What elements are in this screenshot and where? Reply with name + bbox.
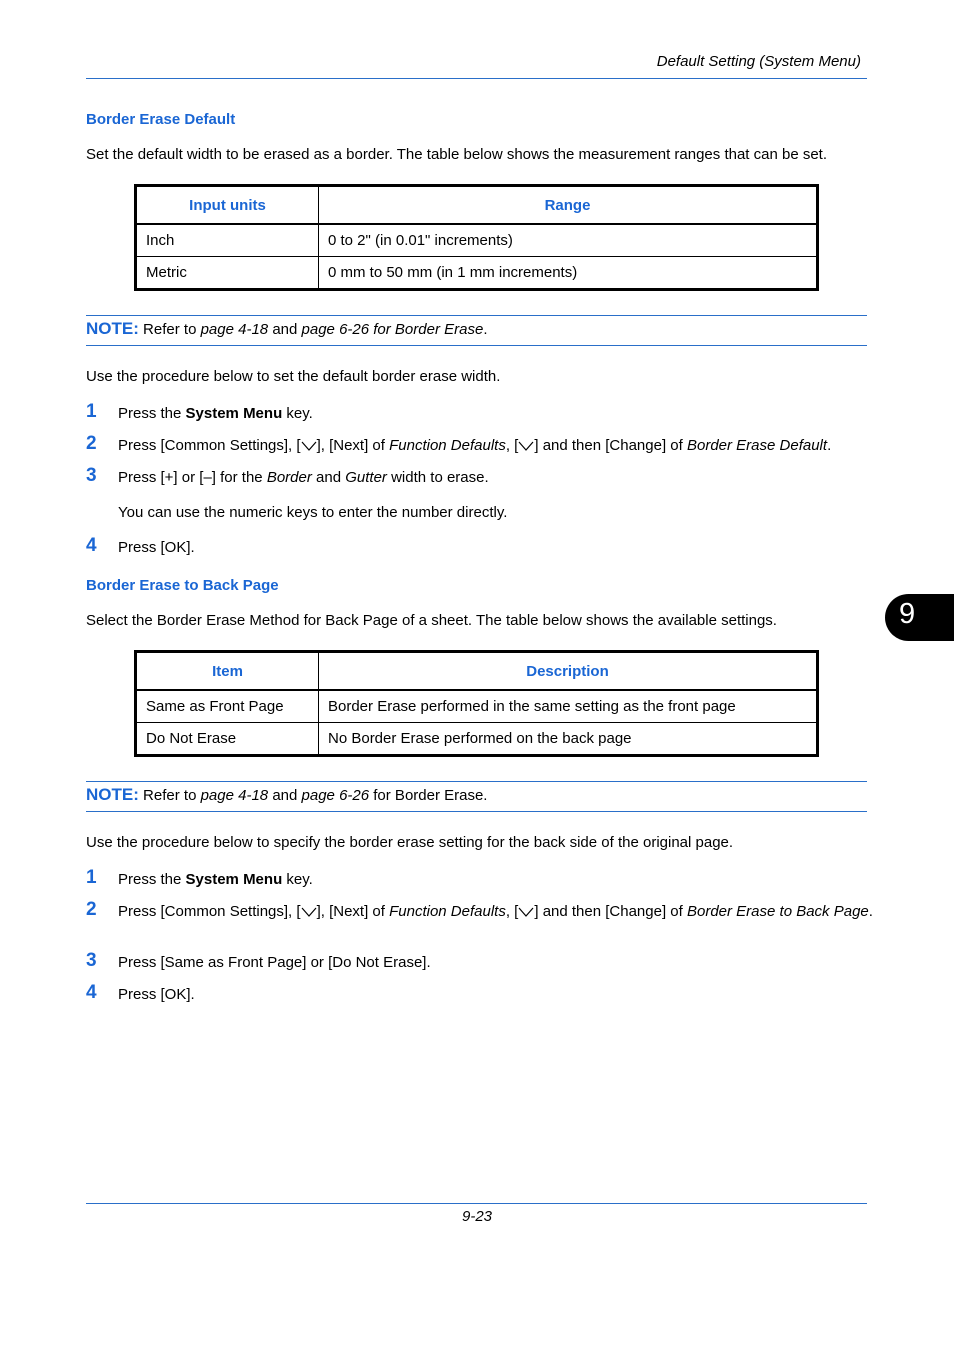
running-header: Default Setting (System Menu) xyxy=(656,53,861,70)
note-label: NOTE: xyxy=(86,319,139,338)
table-cell: Inch xyxy=(136,224,319,257)
setting-name: Gutter xyxy=(345,469,387,486)
chapter-tab xyxy=(885,594,954,641)
table-row xyxy=(136,690,818,723)
step-number: 4 xyxy=(86,982,97,1003)
page-reference-link[interactable]: page 6-26 xyxy=(301,787,370,804)
step-text xyxy=(118,404,878,423)
table-header-cell: Description xyxy=(319,652,818,691)
key-name: System Menu xyxy=(185,405,283,422)
input-units-table xyxy=(134,184,819,291)
menu-name: Function Defaults xyxy=(389,903,506,920)
header-rule xyxy=(86,78,867,79)
step-text-part: Press [+] or [–] for the xyxy=(118,469,267,486)
table-cell: No Border Erase performed on the back page xyxy=(319,723,818,756)
page-reference-link[interactable]: page 4-18 xyxy=(200,321,269,338)
note-text: . xyxy=(483,321,488,338)
step-text-part: , [ xyxy=(505,437,519,454)
step-number: 1 xyxy=(86,401,97,422)
note-top-rule xyxy=(86,781,867,782)
page-number: 9-23 xyxy=(461,1208,493,1225)
menu-name: Function Defaults xyxy=(389,437,506,454)
table-cell: 0 mm to 50 mm (in 1 mm increments) xyxy=(319,257,818,290)
table-header-row xyxy=(136,186,818,225)
step-text-part: Press [Common Settings], [ xyxy=(118,437,301,454)
step-number: 2 xyxy=(86,899,97,920)
table-cell: Do Not Erase xyxy=(136,723,319,756)
table-cell: Metric xyxy=(136,257,319,290)
step-number: 1 xyxy=(86,867,97,888)
table-row xyxy=(136,723,818,756)
step-number: 4 xyxy=(86,535,97,556)
step-text xyxy=(118,902,878,921)
step-text: Press [OK]. xyxy=(118,539,195,556)
table-row xyxy=(136,257,818,290)
page-reference-link[interactable]: page 6-26 for Border Erase xyxy=(301,321,484,338)
step-text xyxy=(118,870,878,889)
note xyxy=(86,319,487,339)
note xyxy=(86,785,487,805)
step-text-part: key. xyxy=(282,871,313,888)
table-header-cell: Range xyxy=(319,186,818,225)
table-row xyxy=(136,224,818,257)
back-page-settings-table xyxy=(134,650,819,757)
note-bottom-rule xyxy=(86,345,867,346)
step-text-part: width to erase. xyxy=(386,469,489,486)
step-text: Press [OK]. xyxy=(118,986,195,1003)
procedure-intro: Use the procedure below to specify the border erase setting for the back side of the original page. xyxy=(86,834,734,851)
step-text-part: Press the xyxy=(118,405,186,422)
chevron-down-icon xyxy=(518,907,534,917)
step-text-part: ], [Next] of xyxy=(316,903,390,920)
step-text-part: and xyxy=(311,469,346,486)
note-text: Refer to xyxy=(138,787,201,804)
table-header-cell: Input units xyxy=(136,186,319,225)
setting-name: Border xyxy=(266,469,312,486)
step-text-part: Press [Common Settings], [ xyxy=(118,903,301,920)
chevron-down-icon xyxy=(301,441,317,451)
menu-name: Border Erase to Back Page xyxy=(686,903,869,920)
note-text: Refer to xyxy=(138,321,201,338)
page-reference-link[interactable]: page 4-18 xyxy=(200,787,269,804)
step-text-part: Press the xyxy=(118,871,186,888)
note-text: and xyxy=(268,787,302,804)
table-header-cell: Item xyxy=(136,652,319,691)
table-header-row xyxy=(136,652,818,691)
chapter-number: 9 xyxy=(899,598,916,630)
step-number: 3 xyxy=(86,950,97,971)
step-text-part: key. xyxy=(282,405,313,422)
procedure-intro: Use the procedure below to set the default border erase width. xyxy=(86,368,501,385)
step-note: You can use the numeric keys to enter the number directly. xyxy=(118,504,508,521)
step-text xyxy=(118,468,878,487)
menu-name: Border Erase Default xyxy=(686,437,828,454)
step-text-part: , [ xyxy=(505,903,519,920)
step-text-part: . xyxy=(827,437,832,454)
note-label: NOTE: xyxy=(86,785,139,804)
section-heading-border-erase-default: Border Erase Default xyxy=(86,111,236,128)
step-text-part: ] and then [Change] of xyxy=(534,903,687,920)
note-bottom-rule xyxy=(86,811,867,812)
step-text xyxy=(118,436,878,455)
table-cell: 0 to 2" (in 0.01" increments) xyxy=(319,224,818,257)
key-name: System Menu xyxy=(185,871,283,888)
step-number: 3 xyxy=(86,465,97,486)
step-text-part: ] and then [Change] of xyxy=(534,437,687,454)
footer-rule xyxy=(86,1203,867,1204)
section-intro: Set the default width to be erased as a border. The table below shows the measurement ranges that can be set. xyxy=(86,146,828,163)
note-top-rule xyxy=(86,315,867,316)
step-text-part: . xyxy=(868,903,873,920)
chevron-down-icon xyxy=(518,441,534,451)
table-cell: Border Erase performed in the same setting as the front page xyxy=(319,690,818,723)
step-text: Press [Same as Front Page] or [Do Not Erase]. xyxy=(118,954,431,971)
section-intro: Select the Border Erase Method for Back Page of a sheet. The table below shows the available settings. xyxy=(86,612,777,629)
table-cell: Same as Front Page xyxy=(136,690,319,723)
note-text: and xyxy=(268,321,302,338)
chevron-down-icon xyxy=(301,907,317,917)
note-text: for Border Erase. xyxy=(369,787,488,804)
section-heading-border-erase-back-page: Border Erase to Back Page xyxy=(86,577,279,594)
step-text-part: ], [Next] of xyxy=(316,437,390,454)
step-number: 2 xyxy=(86,433,97,454)
